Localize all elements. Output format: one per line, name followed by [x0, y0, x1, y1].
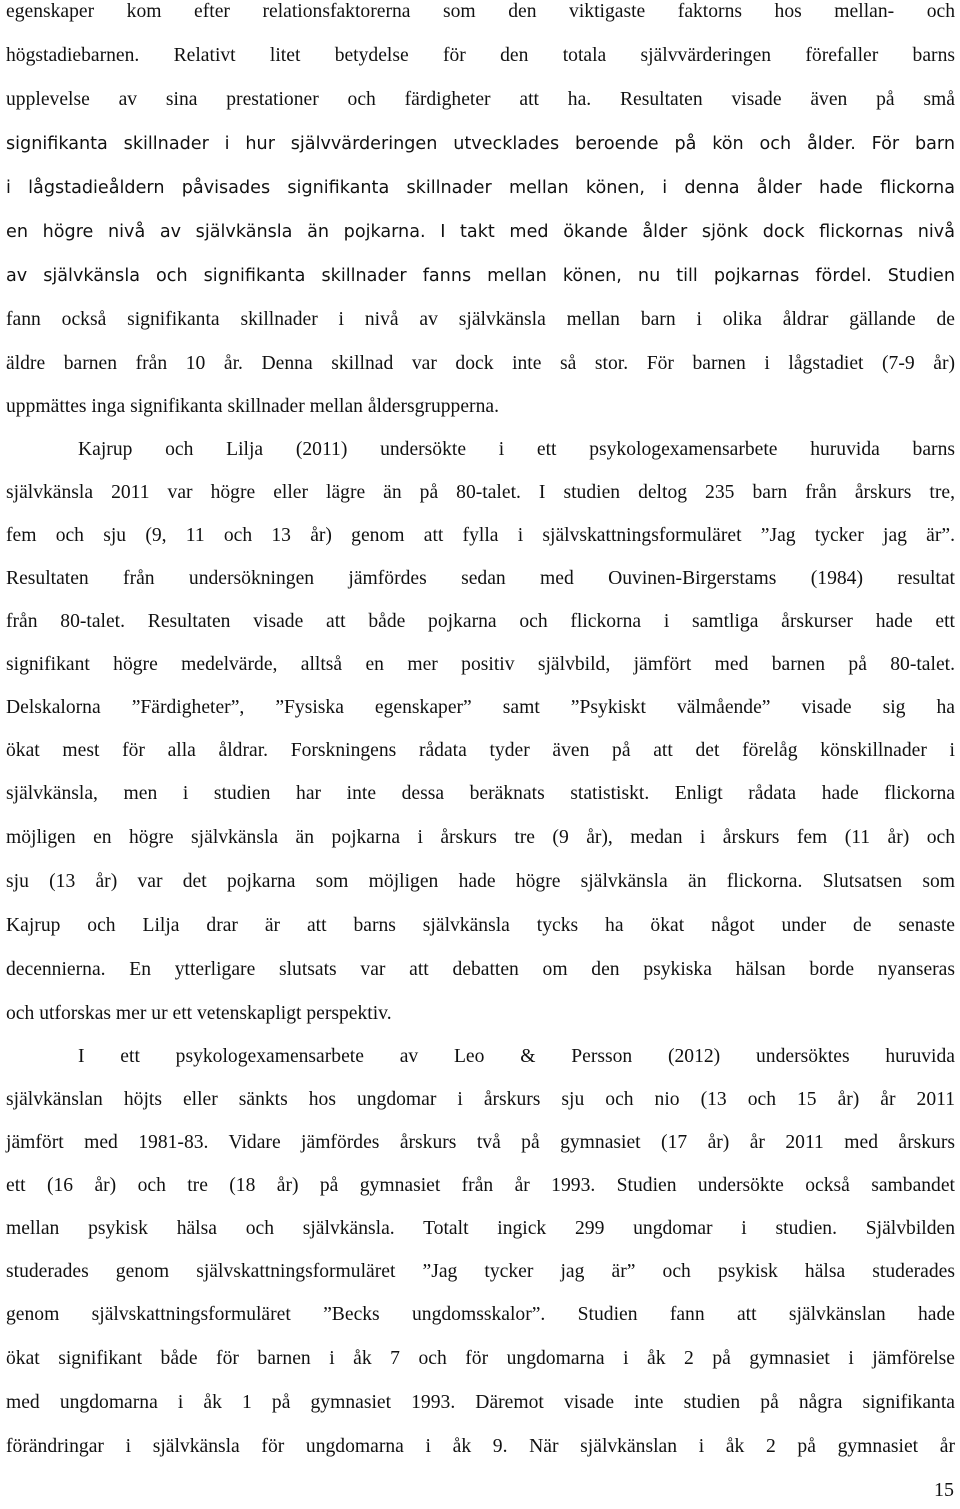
- page-number: 15: [934, 1479, 954, 1501]
- text-line: sju (13 år) var det pojkarna som möjligen hade högre självkänsla än flickorna. Slutsatsen som: [6, 871, 955, 892]
- text-line: Delskalorna ”Färdigheter”, ”Fysiska egenskaper” samt ”Psykiskt välmående” visade sig ha: [6, 697, 955, 718]
- text-line: mellan psykisk hälsa och självkänsla. Totalt ingick 299 ungdomar i studien. Självbilden: [6, 1218, 955, 1239]
- text-line: äldre barnen från 10 år. Denna skillnad var dock inte så stor. För barnen i lågstadiet (7-9 år): [6, 353, 955, 374]
- paragraph-first-line: I ett psykologexamensarbete av Leo & Persson (2012) undersöktes huruvida: [78, 1046, 955, 1067]
- document-page: [6, 0, 955, 1509]
- text-line: och utforskas mer ur ett vetenskapligt perspektiv.: [6, 1003, 392, 1024]
- text-line: studerades genom självskattningsformuläret ”Jag tycker jag är” och psykisk hälsa studerades: [6, 1261, 955, 1282]
- text-line: i lågstadieåldern påvisades signifikanta skillnader mellan könen, i denna ålder hade flickorna: [6, 178, 955, 198]
- text-line: Resultaten från undersökningen jämfördes sedan med Ouvinen-Birgerstams (1984) resultat: [6, 568, 955, 589]
- text-line: förändringar i självkänsla för ungdomarna i åk 9. När självkänslan i åk 2 på gymnasiet år: [6, 1436, 955, 1457]
- text-line: ökat signifikant både för barnen i åk 7 och för ungdomarna i åk 2 på gymnasiet i jämförelse: [6, 1348, 955, 1369]
- paragraph-first-line: Kajrup och Lilja (2011) undersökte i ett psykologexamensarbete huruvida barns: [78, 439, 955, 460]
- text-line: signifikant högre medelvärde, alltså en mer positiv självbild, jämfört med barnen på 80-talet.: [6, 654, 955, 675]
- text-line: ökat mest för alla åldrar. Forskningens rådata tyder även på att det förelåg könskillnader i: [6, 740, 955, 761]
- text-line: fann också signifikanta skillnader i nivå av självkänsla mellan barn i olika åldrar gällande de: [6, 309, 955, 330]
- text-line: självkänsla 2011 var högre eller lägre än på 80-talet. I studien deltog 235 barn från årskurs tre,: [6, 482, 955, 503]
- text-line: upplevelse av sina prestationer och färdigheter att ha. Resultaten visade även på små: [6, 89, 955, 110]
- text-line: av självkänsla och signifikanta skillnader fanns mellan könen, nu till pojkarnas fördel. Studien: [6, 266, 955, 286]
- text-line: jämfört med 1981-83. Vidare jämfördes årskurs två på gymnasiet (17 år) år 2011 med årskurs: [6, 1132, 955, 1153]
- text-line: högstadiebarnen. Relativt litet betydelse för den totala självvärderingen förefaller barns: [6, 45, 955, 66]
- text-line: egenskaper kom efter relationsfaktorerna som den viktigaste faktorns hos mellan- och: [6, 1, 955, 22]
- text-line: ett (16 år) och tre (18 år) på gymnasiet från år 1993. Studien undersökte också sambandet: [6, 1175, 955, 1196]
- text-line: signifikanta skillnader i hur självvärderingen utvecklades beroende på kön och ålder. För barn: [6, 134, 955, 154]
- text-line: möjligen en högre självkänsla än pojkarna i årskurs tre (9 år), medan i årskurs fem (11 år) och: [6, 827, 955, 848]
- text-line: fem och sju (9, 11 och 13 år) genom att fylla i självskattningsformuläret ”Jag tycker jag är”.: [6, 525, 955, 546]
- text-line: med ungdomarna i åk 1 på gymnasiet 1993. Däremot visade inte studien på några signifikanta: [6, 1392, 955, 1413]
- text-line: självkänsla, men i studien har inte dessa beräknats statistiskt. Enligt rådata hade flickorna: [6, 783, 955, 804]
- text-line: decennierna. En ytterligare slutsats var att debatten om den psykiska hälsan borde nyanseras: [6, 959, 955, 980]
- text-line: en högre nivå av självkänsla än pojkarna. I takt med ökande ålder sjönk dock flickornas nivå: [6, 222, 955, 242]
- text-line: genom självskattningsformuläret ”Becks ungdomsskalor”. Studien fann att självkänslan hade: [6, 1304, 955, 1325]
- text-line: från 80-talet. Resultaten visade att både pojkarna och flickorna i samtliga årskurser hade ett: [6, 611, 955, 632]
- text-line: självkänslan höjts eller sänkts hos ungdomar i årskurs sju och nio (13 och 15 år) år 2011: [6, 1089, 955, 1110]
- text-line: Kajrup och Lilja drar är att barns självkänsla tycks ha ökat något under de senaste: [6, 915, 955, 936]
- text-line: uppmättes inga signifikanta skillnader mellan åldersgrupperna.: [6, 396, 499, 417]
